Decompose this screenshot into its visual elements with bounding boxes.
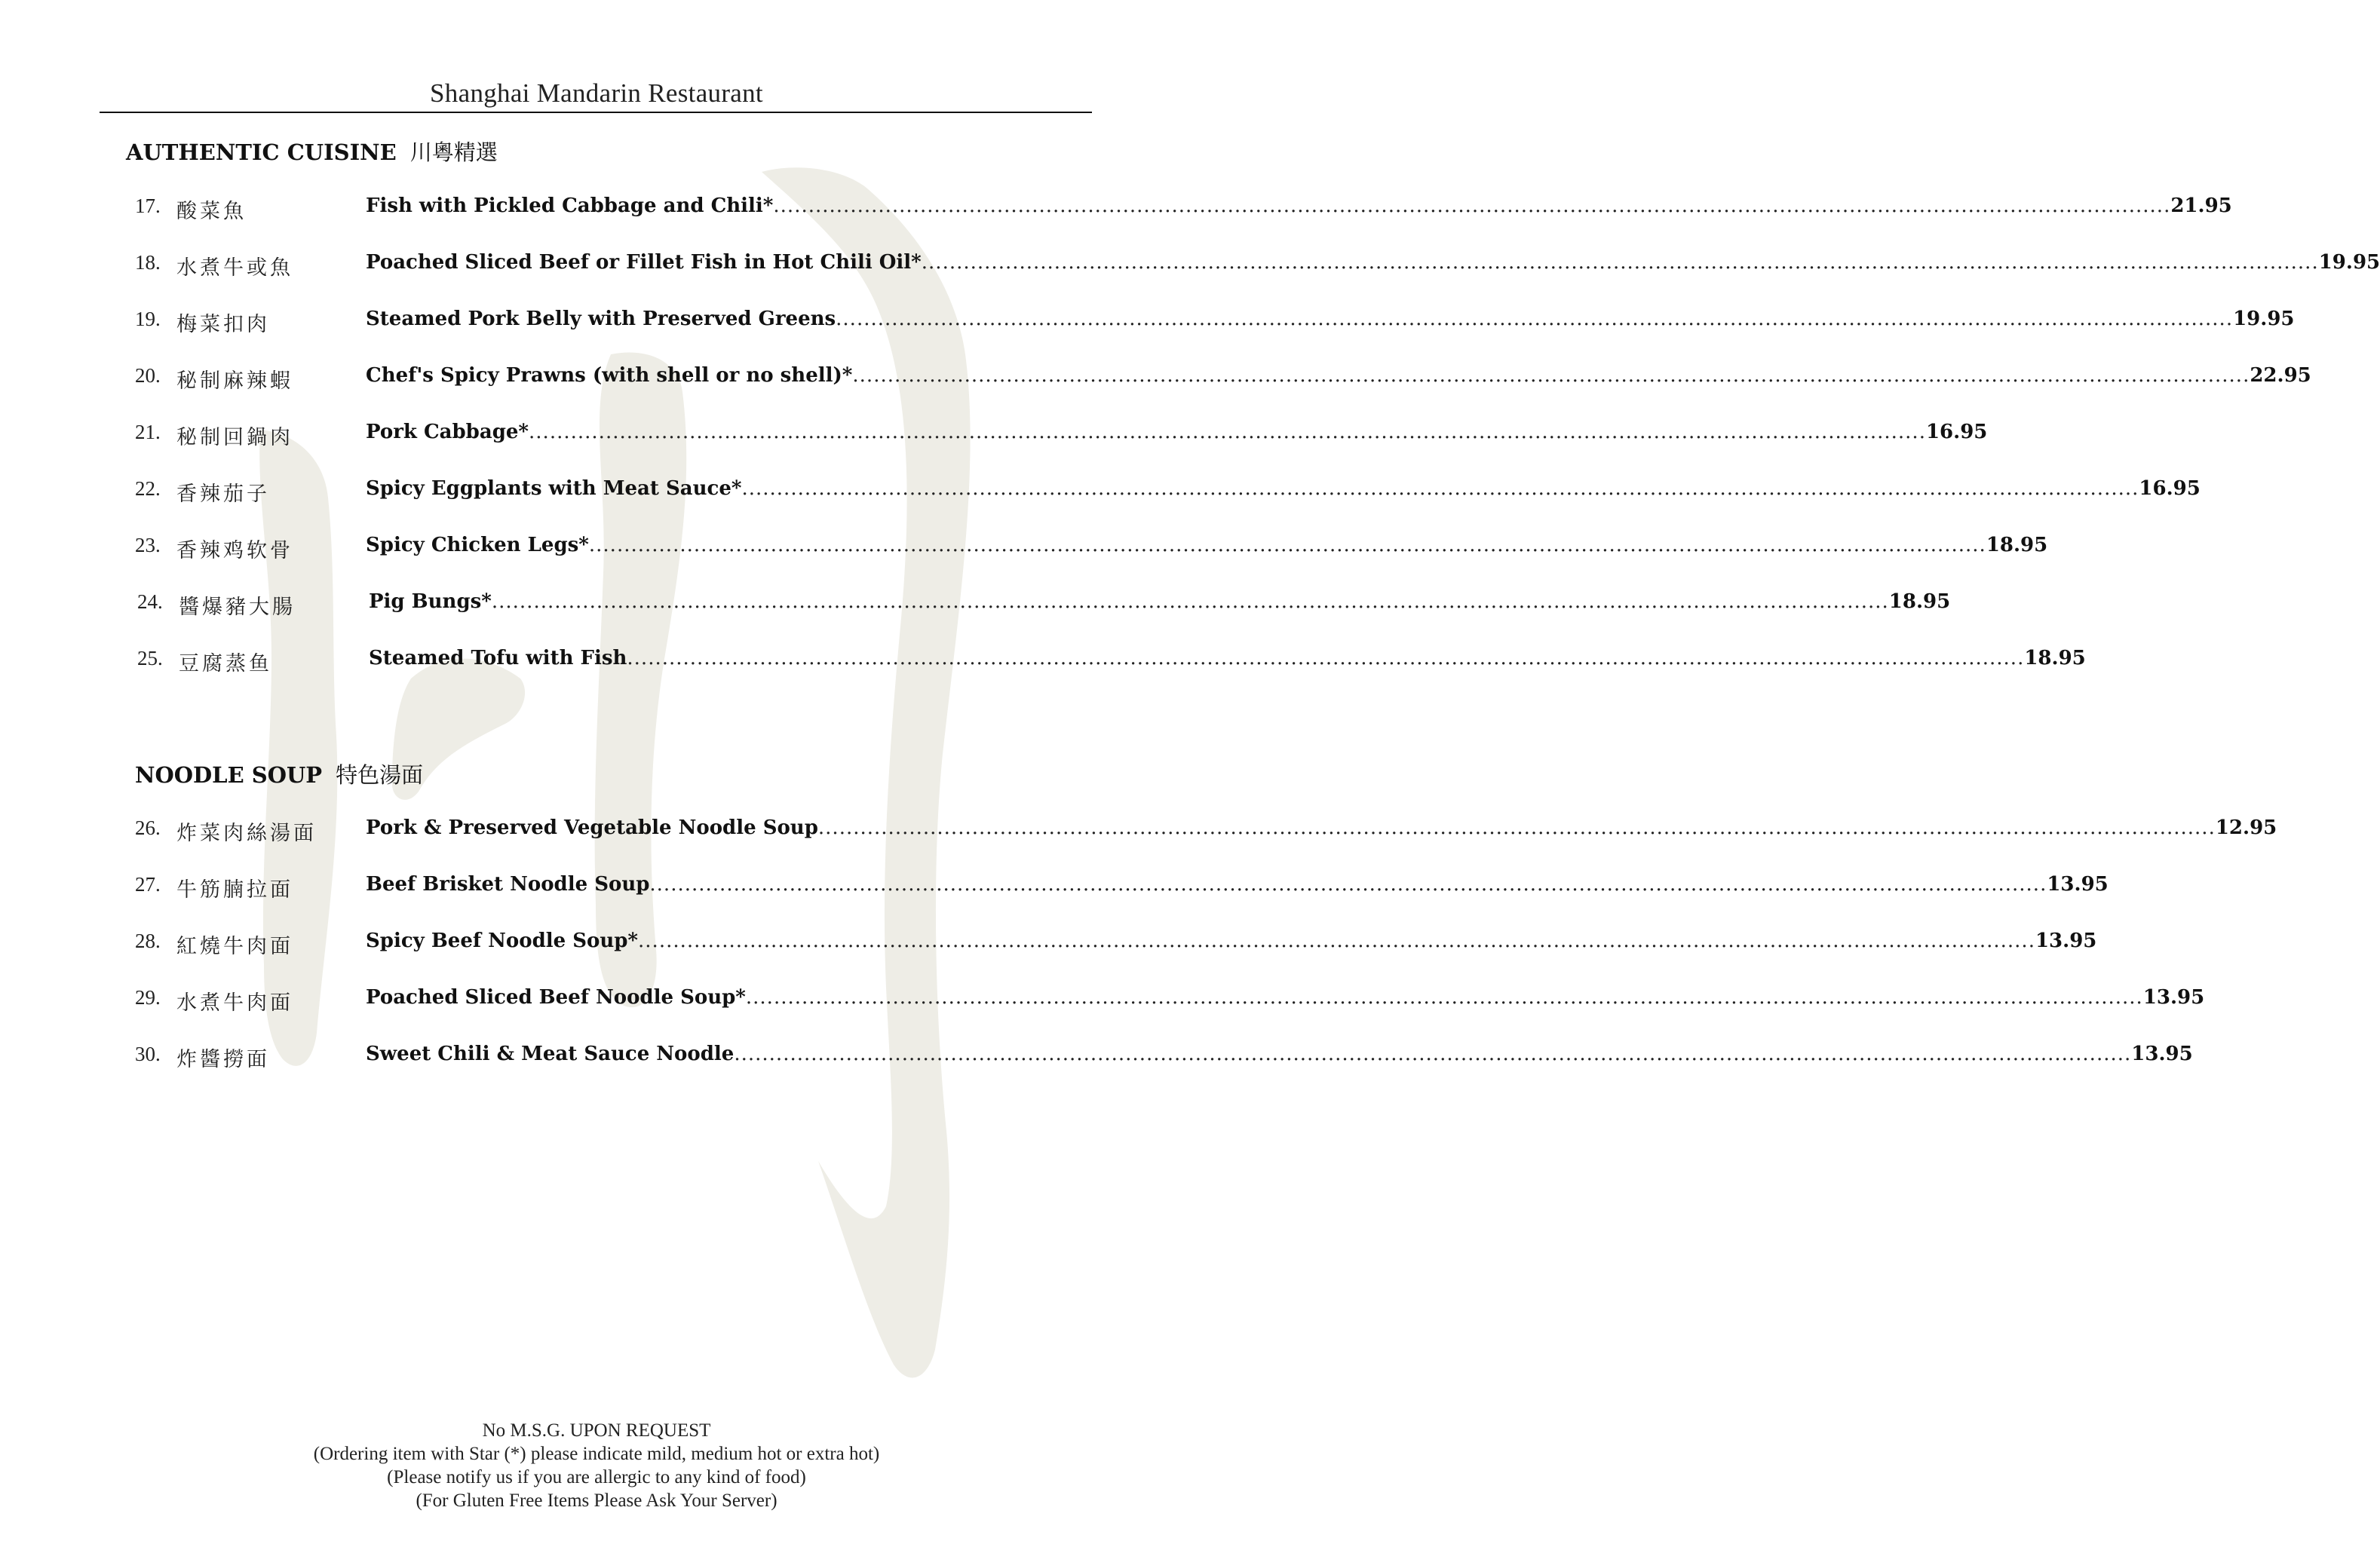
dot-leader: ........................................................................................................................................................................................................: [588, 534, 1986, 556]
item-price: 12.95: [2215, 816, 2277, 839]
item-line: [366, 308, 2295, 330]
restaurant-name: Shanghai Mandarin Restaurant: [430, 78, 763, 108]
dot-leader: ........................................................................................................................................................................................................: [649, 873, 2047, 896]
item-price: 18.95: [1888, 590, 1951, 613]
footer-notes: [0, 1419, 1193, 1512]
item-chinese-name: 香辣茄子: [176, 482, 270, 506]
item-price: 13.95: [2035, 930, 2097, 952]
item-line: [366, 477, 2201, 500]
item-chinese-name: 水煮牛或魚: [176, 256, 293, 280]
item-price: 16.95: [1925, 421, 1988, 443]
item-price: 13.95: [2131, 1043, 2193, 1065]
footer-line: No M.S.G. UPON REQUEST: [482, 1420, 711, 1441]
dot-leader: ........................................................................................................................................................................................................: [852, 364, 2250, 387]
item-number: 18.: [135, 251, 161, 274]
dot-leader: ........................................................................................................................................................................................................: [921, 251, 2319, 274]
menu-item: [135, 534, 2048, 567]
item-chinese-name: 炸醬撈面: [176, 1048, 270, 1071]
item-price: 13.95: [2047, 873, 2109, 896]
dot-leader: ........................................................................................................................................................................................................: [836, 308, 2234, 330]
section-title-authentic-cuisine: [126, 136, 498, 167]
item-chinese-name: 牛筋腩拉面: [176, 878, 293, 902]
item-line: [366, 534, 2048, 556]
item-line: [366, 251, 2380, 274]
section-title-noodle-soup: [135, 758, 423, 789]
footer-line: (Please notify us if you are allergic to any kind of food): [387, 1467, 806, 1487]
header-divider: [100, 112, 1092, 113]
dot-leader: ........................................................................................................................................................................................................: [741, 477, 2139, 500]
menu-item: [135, 1043, 2193, 1076]
item-chinese-name: 炸菜肉絲湯面: [176, 822, 317, 845]
footer-line: (Ordering item with Star (*) please indicate mild, medium hot or extra hot): [313, 1444, 880, 1464]
item-price: 22.95: [2250, 364, 2311, 387]
item-english-name: Spicy Chicken Legs*: [366, 534, 589, 556]
menu-item: [135, 364, 2311, 397]
item-line: [366, 873, 2109, 896]
item-english-name: Poached Sliced Beef or Fillet Fish in Hot Chili Oil*: [366, 251, 922, 274]
item-chinese-name: 酸菜魚: [176, 200, 247, 223]
item-number: 26.: [135, 816, 161, 839]
item-english-name: Spicy Eggplants with Meat Sauce*: [366, 477, 742, 500]
item-number: 25.: [137, 647, 163, 669]
menu-item: [135, 308, 2295, 341]
item-line: [366, 195, 2232, 217]
item-chinese-name: 梅菜扣肉: [176, 313, 270, 336]
item-line: [366, 930, 2097, 952]
item-number: 23.: [135, 534, 161, 556]
menu-item: [135, 477, 2201, 510]
item-price: 13.95: [2142, 986, 2205, 1009]
item-line: [369, 590, 1951, 613]
item-line: [366, 1043, 2193, 1065]
section-title-text: NOODLE SOUP: [135, 762, 323, 788]
item-price: 18.95: [2024, 647, 2086, 669]
item-chinese-name: 醬爆豬大腸: [179, 596, 296, 619]
item-english-name: Spicy Beef Noodle Soup*: [366, 930, 639, 952]
item-english-name: Fish with Pickled Cabbage and Chili*: [366, 195, 774, 217]
item-number: 22.: [135, 477, 161, 500]
dot-leader: ........................................................................................................................................................................................................: [734, 1043, 2132, 1065]
item-number: 24.: [137, 590, 163, 613]
item-price: 21.95: [2170, 195, 2232, 217]
section-title-chinese: 特色湯面: [336, 762, 424, 788]
menu-item: [135, 986, 2205, 1019]
item-english-name: Chef's Spicy Prawns (with shell or no shell)*: [366, 364, 853, 387]
item-chinese-name: 水煮牛肉面: [176, 991, 293, 1015]
dot-leader: ........................................................................................................................................................................................................: [745, 986, 2143, 1009]
item-number: 21.: [135, 421, 161, 443]
item-english-name: Beef Brisket Noodle Soup: [366, 873, 650, 896]
section-title-text: AUTHENTIC CUISINE: [126, 139, 397, 165]
menu-item: [135, 421, 1988, 454]
item-number: 30.: [135, 1043, 161, 1065]
item-chinese-name: 秘制麻辣蝦: [176, 369, 293, 393]
dot-leader: ........................................................................................................................................................................................................: [529, 421, 1926, 443]
item-number: 19.: [135, 308, 161, 330]
item-price: 19.95: [2318, 251, 2380, 274]
menu-item: [137, 647, 2086, 680]
dot-leader: ........................................................................................................................................................................................................: [817, 816, 2216, 839]
item-price: 18.95: [1986, 534, 2048, 556]
menu-item: [135, 195, 2232, 228]
item-chinese-name: 紅燒牛肉面: [176, 935, 293, 958]
menu-item: [137, 590, 1951, 623]
footer-line: (For Gluten Free Items Please Ask Your Server): [416, 1490, 777, 1511]
dot-leader: ........................................................................................................................................................................................................: [627, 647, 2025, 669]
item-english-name: Pig Bungs*: [369, 590, 492, 613]
item-english-name: Pork & Preserved Vegetable Noodle Soup: [366, 816, 818, 839]
item-number: 27.: [135, 873, 161, 896]
item-english-name: Steamed Pork Belly with Preserved Greens: [366, 308, 836, 330]
item-number: 17.: [135, 195, 161, 217]
item-chinese-name: 豆腐蒸鱼: [179, 652, 272, 676]
item-english-name: Sweet Chili & Meat Sauce Noodle: [366, 1043, 735, 1065]
item-number: 29.: [135, 986, 161, 1009]
item-chinese-name: 秘制回鍋肉: [176, 426, 293, 449]
item-line: [366, 816, 2277, 839]
item-number: 28.: [135, 930, 161, 952]
menu-item: [135, 816, 2277, 850]
dot-leader: ........................................................................................................................................................................................................: [491, 590, 1889, 613]
menu-item: [135, 251, 2380, 284]
section-title-chinese: 川粵精選: [409, 139, 498, 165]
item-line: [369, 647, 2086, 669]
dot-leader: ........................................................................................................................................................................................................: [773, 195, 2171, 217]
item-line: [366, 986, 2205, 1009]
item-price: 16.95: [2139, 477, 2201, 500]
item-line: [366, 421, 1988, 443]
item-chinese-name: 香辣鸡软骨: [176, 539, 293, 562]
item-price: 19.95: [2233, 308, 2295, 330]
item-english-name: Steamed Tofu with Fish: [369, 647, 627, 669]
item-line: [366, 364, 2311, 387]
item-english-name: Poached Sliced Beef Noodle Soup*: [366, 986, 746, 1009]
item-number: 20.: [135, 364, 161, 387]
dot-leader: ........................................................................................................................................................................................................: [638, 930, 2035, 952]
menu-item: [135, 930, 2097, 963]
menu-item: [135, 873, 2109, 906]
item-english-name: Pork Cabbage*: [366, 421, 529, 443]
